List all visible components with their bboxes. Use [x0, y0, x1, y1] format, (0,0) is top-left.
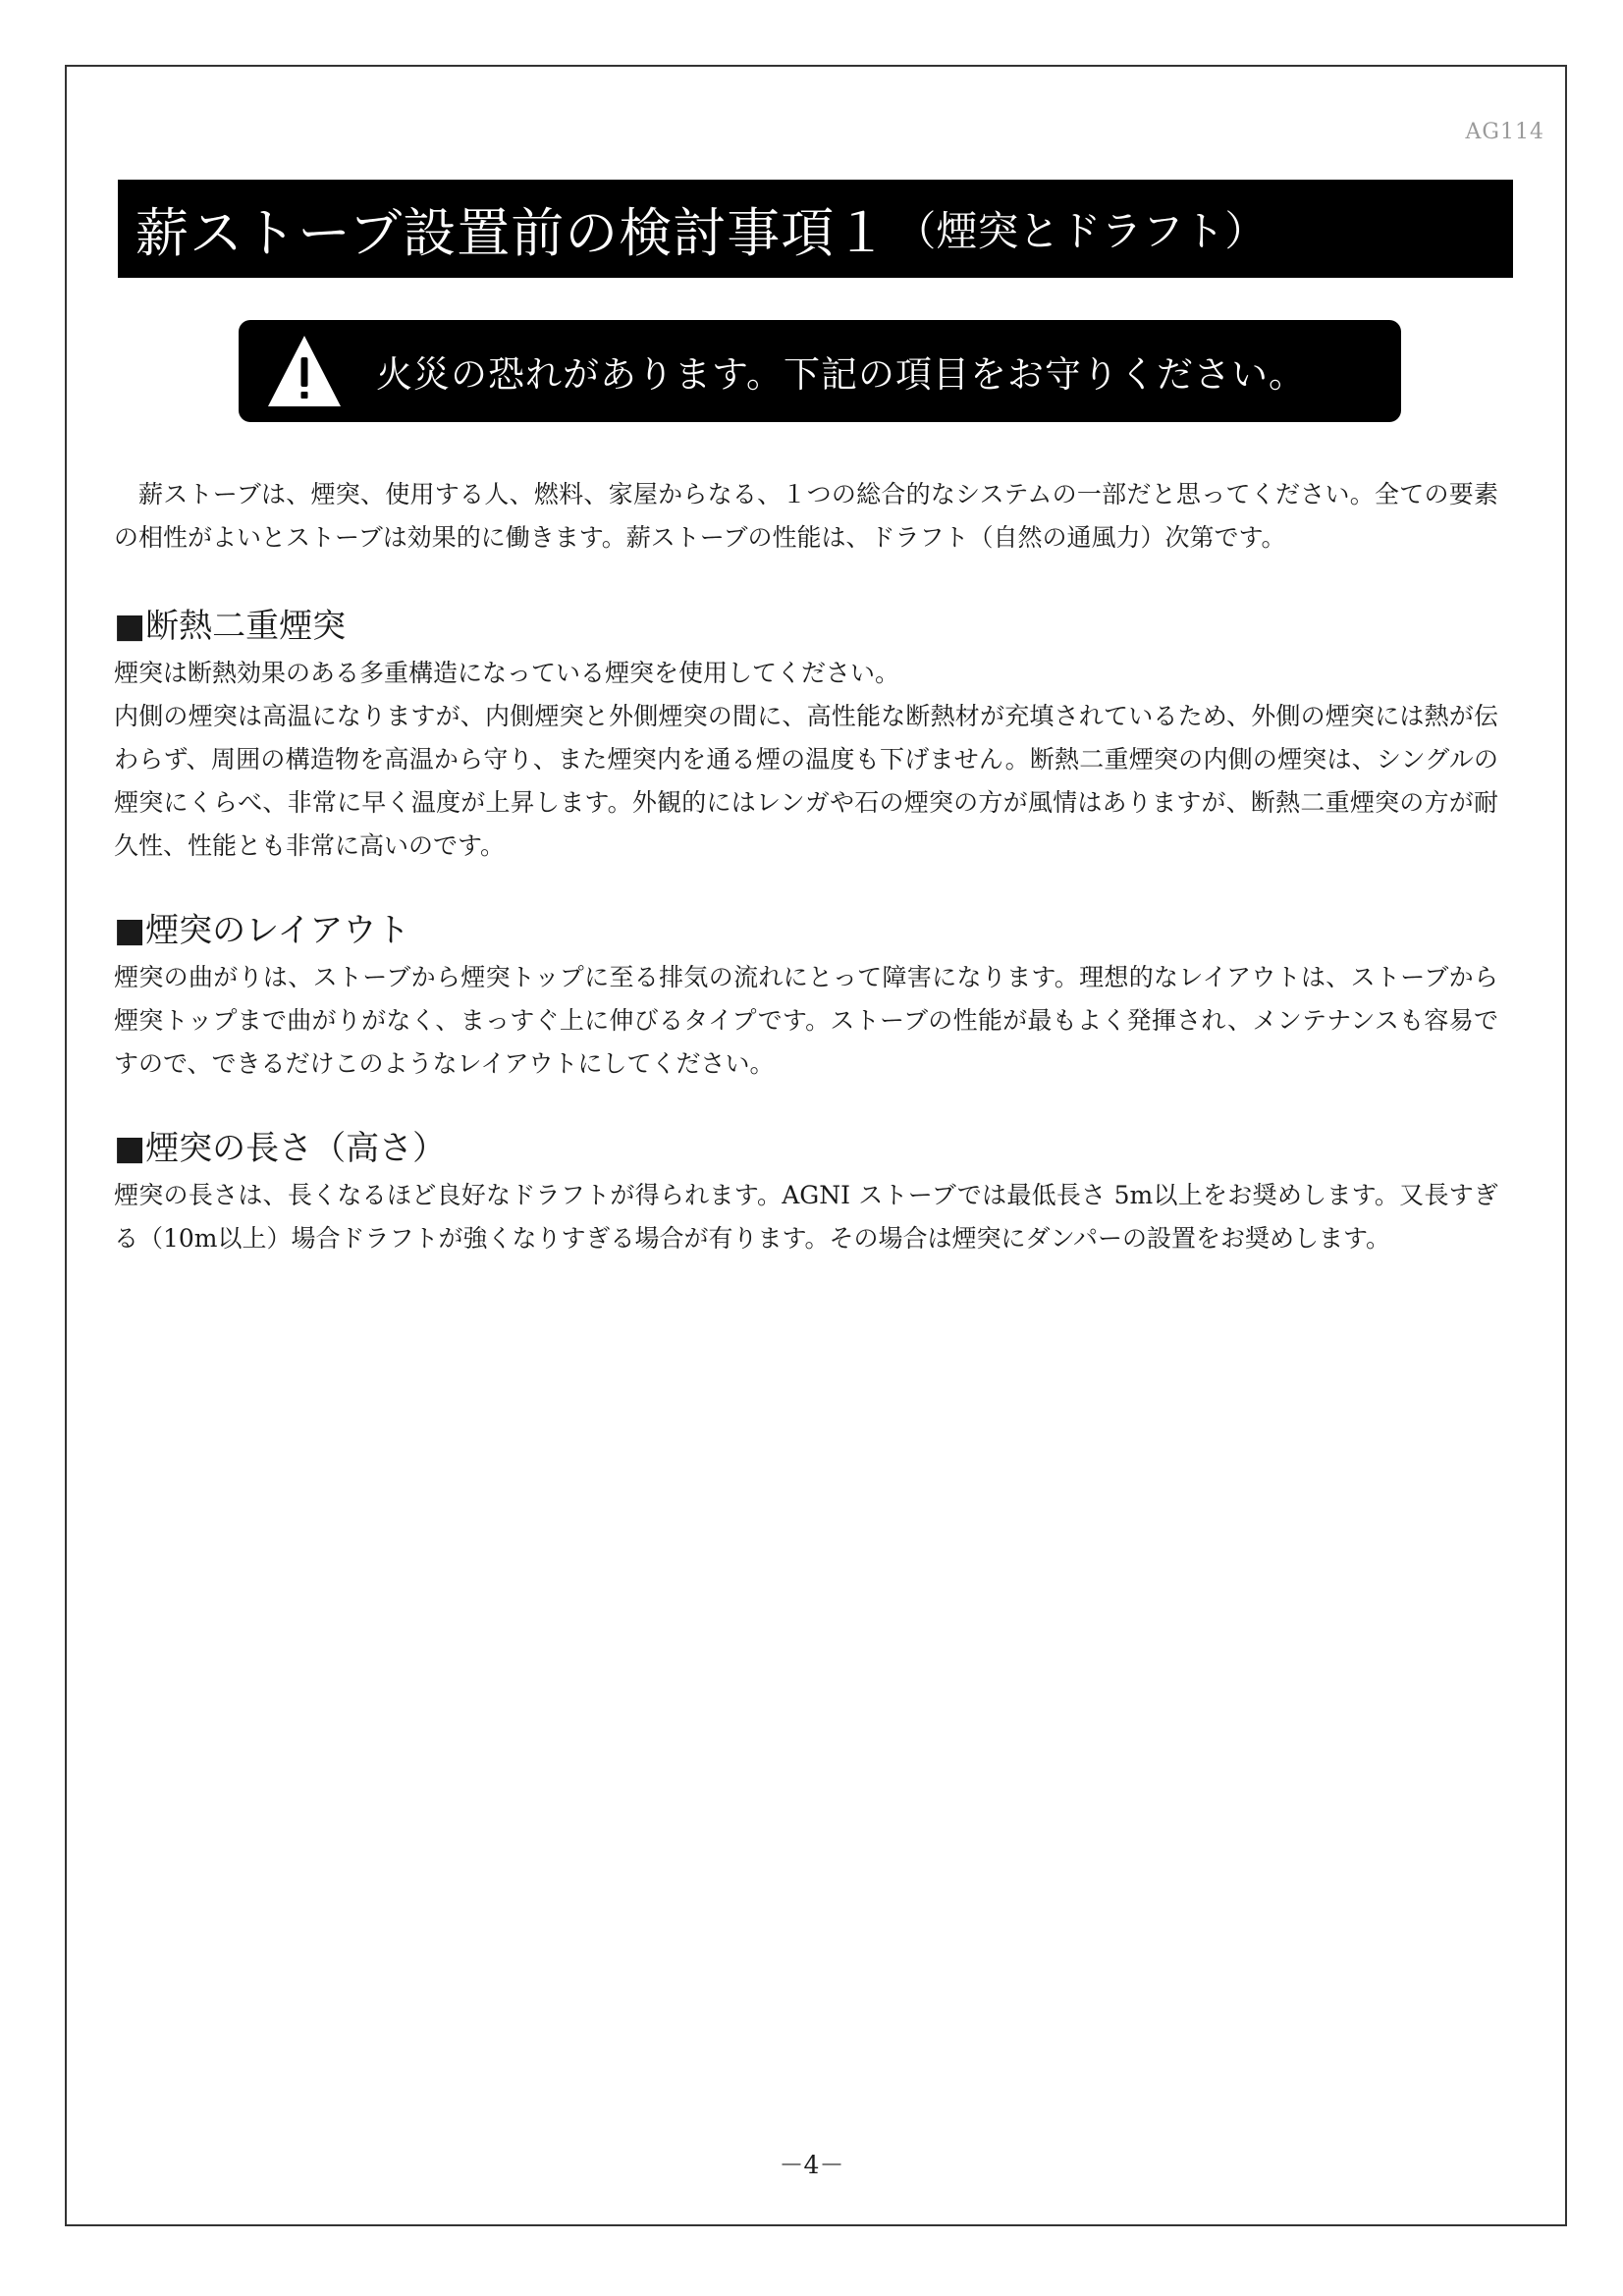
- intro-paragraph: 薪ストーブは、煙突、使用する人、燃料、家屋からなる、１つの総合的なシステムの一部だと思ってください。全ての要素の相性がよいとストーブは効果的に働きます。薪ストーブの性能は、ドラフト（自然の通風力）次第です。: [114, 480, 1498, 552]
- section-body: [114, 652, 1498, 868]
- page-title-bar: [118, 180, 1513, 278]
- section-paragraph: 煙突は断熱効果のある多重構造になっている煙突を使用してください。: [114, 659, 900, 687]
- warning-triangle-icon: [266, 334, 343, 408]
- section-heading: ■煙突のレイアウト: [114, 911, 410, 950]
- section-insulated-chimney: [114, 603, 1498, 868]
- section-body: [114, 1174, 1498, 1260]
- section-chimney-length: [114, 1125, 1498, 1260]
- section-paragraph: 煙突の曲がりは、ストーブから煙突トップに至る排気の流れにとって障害になります。理想的なレイアウトは、ストーブから煙突トップまで曲がりがなく、まっすぐ上に伸びるタイプです。ストーブの性能が最もよく発揮され、メンテナンスも容易ですので、できるだけこのようなレイアウトにしてください。: [114, 963, 1498, 1078]
- document-code: AG114: [1465, 120, 1544, 144]
- section-paragraph: 煙突の長さは、長くなるほど良好なドラフトが得られます。AGNI ストーブでは最低長さ 5m以上をお奨めします。又長すぎる（10m以上）場合ドラフトが強くなりすぎる場合が有ります。その場合は煙突にダンパーの設置をお奨めします。: [114, 1181, 1498, 1253]
- warning-banner: [239, 320, 1401, 422]
- section-heading: ■煙突の長さ（高さ）: [114, 1129, 447, 1168]
- section-chimney-layout: [114, 907, 1498, 1086]
- page-number: －4－: [779, 2151, 844, 2179]
- page-subtitle: （煙突とドラフト）: [894, 207, 1267, 255]
- section-paragraph: 内側の煙突は高温になりますが、内側煙突と外側煙突の間に、高性能な断熱材が充填されているため、外側の煙突には熱が伝わらず、周囲の構造物を高温から守り、また煙突内を通る煙の温度も下げません。断熱二重煙突の内側の煙突は、シングルの煙突にくらべ、非常に早く温度が上昇します。外観的にはレンガや石の煙突の方が風情はありますが、断熱二重煙突の方が耐久性、性能とも非常に高いのです。: [114, 702, 1498, 860]
- section-heading: ■断熱二重煙突: [114, 607, 347, 646]
- section-body: [114, 956, 1498, 1086]
- document-body: [114, 473, 1498, 1300]
- warning-text: 火災の恐れがあります。下記の項目をお守りください。: [376, 353, 1307, 396]
- page-title: 薪ストーブ設置前の検討事項１: [135, 201, 890, 264]
